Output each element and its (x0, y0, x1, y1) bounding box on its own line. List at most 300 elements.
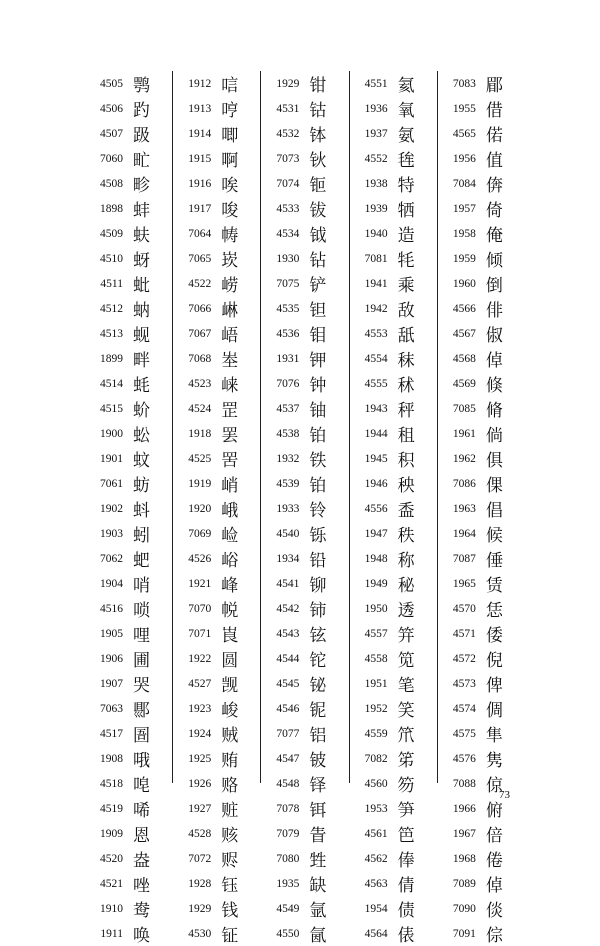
char-code: 4556 (364, 502, 388, 515)
char-code: 7083 (452, 77, 476, 90)
char-code: 4554 (364, 352, 388, 365)
char-glyph: 唣 (133, 776, 150, 796)
char-glyph: 倍 (485, 826, 503, 846)
char-glyph: 蚍 (133, 276, 150, 296)
char-code: 7077 (276, 727, 300, 740)
table-row (85, 846, 172, 871)
char-code: 7066 (188, 302, 212, 315)
table-row (261, 246, 348, 271)
char-glyph: 秘 (397, 576, 415, 596)
table-row (85, 896, 172, 921)
char-glyph: 蚋 (133, 301, 150, 321)
char-code: 1930 (276, 252, 300, 265)
table-row (438, 921, 525, 946)
table-row (350, 771, 437, 796)
char-glyph: 秧 (397, 476, 415, 496)
char-glyph: 倕 (485, 551, 503, 571)
char-code: 7061 (100, 477, 123, 490)
table-row (85, 621, 172, 646)
char-glyph: 畔 (133, 351, 150, 371)
char-code: 1934 (276, 552, 300, 565)
table-row (350, 871, 437, 896)
char-glyph: 倚 (485, 201, 503, 221)
char-glyph: 透 (397, 601, 415, 621)
char-glyph: 俺 (485, 226, 503, 246)
table-row (350, 596, 437, 621)
char-glyph: 蚧 (133, 401, 150, 421)
char-glyph: 笊 (397, 726, 415, 746)
table-row (261, 746, 348, 771)
char-code: 4545 (276, 677, 300, 690)
char-glyph: 借 (485, 101, 503, 121)
char-code: 7081 (364, 252, 388, 265)
table-row (173, 921, 260, 946)
char-code: 4552 (364, 152, 388, 165)
char-code: 4564 (364, 927, 388, 940)
table-row (350, 271, 437, 296)
char-glyph: 圄 (133, 726, 150, 746)
char-code: 7072 (188, 852, 212, 865)
char-glyph: 俶 (485, 326, 503, 346)
table-row (261, 821, 348, 846)
char-code: 1903 (100, 527, 123, 540)
char-code: 1914 (188, 127, 212, 140)
char-code: 1898 (100, 202, 123, 215)
char-code: 1926 (188, 777, 212, 790)
table-row (350, 121, 437, 146)
table-row (350, 571, 437, 596)
table-row (173, 496, 260, 521)
table-row (85, 746, 172, 771)
char-glyph: 钺 (309, 226, 327, 246)
char-code: 1940 (364, 227, 388, 240)
table-row (438, 146, 525, 171)
table-row (261, 221, 348, 246)
char-code: 4507 (100, 127, 123, 140)
table-row (85, 571, 172, 596)
char-glyph: 倩 (397, 876, 415, 896)
char-code: 1905 (100, 627, 123, 640)
table-row (173, 821, 260, 846)
char-code: 1943 (364, 402, 388, 415)
table-column (260, 71, 348, 946)
table-row (173, 371, 260, 396)
table-row (85, 171, 172, 196)
table-row (438, 546, 525, 571)
char-glyph: 牺 (397, 201, 415, 221)
table-row (438, 296, 525, 321)
table-row (173, 171, 260, 196)
char-glyph: 牦 (397, 251, 415, 271)
char-code: 7063 (100, 702, 123, 715)
char-glyph: 钻 (309, 251, 327, 271)
table-row (350, 146, 437, 171)
char-code: 7076 (276, 377, 300, 390)
char-glyph: 笏 (397, 776, 415, 796)
char-code: 7071 (188, 627, 212, 640)
table-row (173, 446, 260, 471)
char-glyph: 倮 (485, 476, 503, 496)
char-glyph: 峿 (221, 326, 239, 346)
table-row (85, 196, 172, 221)
char-code: 1955 (452, 102, 476, 115)
char-glyph: 钽 (309, 301, 327, 321)
char-glyph: 缺 (309, 876, 327, 896)
table-row (261, 471, 348, 496)
char-code: 1907 (100, 677, 123, 690)
char-code: 4511 (100, 277, 123, 290)
table-row (350, 621, 437, 646)
char-code: 1944 (364, 427, 388, 440)
char-glyph: 蚣 (133, 426, 150, 446)
char-code: 4514 (100, 377, 123, 390)
char-code: 1924 (188, 727, 212, 740)
char-code: 7069 (188, 527, 212, 540)
char-glyph: 俾 (485, 676, 503, 696)
table-row (173, 471, 260, 496)
table-row (173, 321, 260, 346)
char-glyph: 唤 (133, 926, 150, 946)
char-code: 4512 (100, 302, 123, 315)
char-code: 1920 (188, 502, 212, 515)
char-glyph: 蚨 (133, 226, 150, 246)
char-code: 4542 (276, 602, 300, 615)
char-code: 1946 (364, 477, 388, 490)
char-glyph: 积 (397, 451, 415, 471)
table-row (173, 746, 260, 771)
char-glyph: 鸯 (133, 901, 150, 921)
table-row (261, 171, 348, 196)
table-row (261, 696, 348, 721)
char-glyph: 郻 (133, 701, 150, 721)
table-row (261, 496, 348, 521)
char-glyph: 氦 (397, 76, 415, 96)
char-code: 4548 (276, 777, 300, 790)
char-glyph: 唑 (133, 876, 150, 896)
table-row (438, 321, 525, 346)
table-column (349, 71, 437, 946)
table-row (350, 246, 437, 271)
char-code: 7078 (276, 802, 300, 815)
table-row (85, 121, 172, 146)
char-glyph: 贼 (221, 726, 239, 746)
char-code: 1962 (452, 452, 476, 465)
char-code: 1910 (100, 902, 123, 915)
char-code: 4559 (364, 727, 388, 740)
table-row (173, 571, 260, 596)
table-row (438, 846, 525, 871)
char-code: 1911 (100, 927, 123, 940)
table-row (85, 71, 172, 96)
char-code: 1929 (188, 902, 212, 915)
char-glyph: 值 (485, 151, 503, 171)
char-glyph: 崀 (221, 626, 239, 646)
char-glyph: 笕 (397, 651, 415, 671)
char-code: 7079 (276, 827, 300, 840)
table-row (85, 96, 172, 121)
char-glyph: 钬 (309, 151, 327, 171)
char-glyph: 峰 (221, 576, 239, 596)
table-row (438, 96, 525, 121)
char-code: 1912 (188, 77, 212, 90)
table-row (173, 696, 260, 721)
table-column (172, 71, 260, 946)
char-glyph: 峭 (221, 476, 239, 496)
char-glyph: 哦 (133, 751, 150, 771)
char-glyph: 氤 (309, 926, 327, 946)
char-glyph: 倓 (485, 901, 503, 921)
table-row (350, 221, 437, 246)
char-code: 1928 (188, 877, 212, 890)
char-glyph: 铊 (309, 651, 327, 671)
char-code: 7080 (276, 852, 300, 865)
table-row (438, 521, 525, 546)
char-glyph: 租 (397, 426, 415, 446)
char-glyph: 称 (397, 551, 415, 571)
char-code: 4550 (276, 927, 300, 940)
char-glyph: 倞 (485, 776, 503, 796)
char-code: 1927 (188, 802, 212, 815)
char-code: 4523 (188, 377, 212, 390)
table-row (261, 546, 348, 571)
table-row (438, 221, 525, 246)
char-glyph: 倬 (485, 876, 503, 896)
char-code: 1958 (452, 227, 476, 240)
char-code: 1901 (100, 452, 123, 465)
char-code: 4561 (364, 827, 388, 840)
char-glyph: 崊 (221, 301, 239, 321)
char-code: 4520 (100, 852, 123, 865)
char-code: 1904 (100, 577, 123, 590)
table-row (261, 96, 348, 121)
char-glyph: 峪 (221, 551, 239, 571)
char-code: 1965 (452, 577, 476, 590)
char-glyph: 钾 (309, 351, 327, 371)
char-code: 1952 (364, 702, 388, 715)
char-glyph: 崁 (221, 251, 239, 271)
table-row (438, 446, 525, 471)
char-code: 1929 (276, 77, 300, 90)
table-row (85, 671, 172, 696)
char-code: 1945 (364, 452, 388, 465)
char-glyph: 铅 (309, 551, 327, 571)
char-code: 7060 (100, 152, 123, 165)
table-row (438, 396, 525, 421)
char-code: 4574 (452, 702, 476, 715)
char-glyph: 趿 (133, 126, 150, 146)
char-code: 7088 (452, 777, 476, 790)
table-row (261, 896, 348, 921)
char-code: 1915 (188, 152, 212, 165)
char-glyph: 铋 (309, 676, 327, 696)
table-row (173, 221, 260, 246)
char-code: 4538 (276, 427, 300, 440)
table-row (173, 796, 260, 821)
table-row (261, 446, 348, 471)
char-code: 4509 (100, 227, 123, 240)
table-row (350, 421, 437, 446)
char-glyph: 倴 (485, 176, 503, 196)
char-code: 1950 (364, 602, 388, 615)
char-glyph: 甡 (309, 851, 327, 871)
char-glyph: 蚓 (133, 526, 150, 546)
table-row (261, 771, 348, 796)
char-code: 1922 (188, 652, 212, 665)
char-glyph: 唧 (221, 126, 239, 146)
table-column (437, 71, 525, 946)
table-row (173, 71, 260, 96)
char-code: 4536 (276, 327, 300, 340)
table-row (438, 871, 525, 896)
char-code: 4540 (276, 527, 300, 540)
table-row (261, 571, 348, 596)
table-row (173, 646, 260, 671)
char-glyph: 债 (397, 901, 415, 921)
char-glyph: 铎 (309, 776, 327, 796)
table-row (85, 421, 172, 446)
char-code: 7064 (188, 227, 212, 240)
table-row (350, 721, 437, 746)
table-row (438, 121, 525, 146)
char-code: 1948 (364, 552, 388, 565)
char-glyph: 秫 (397, 376, 415, 396)
char-glyph: 倬 (485, 351, 503, 371)
char-glyph: 赆 (221, 851, 239, 871)
table-row (350, 696, 437, 721)
char-glyph: 铒 (309, 801, 327, 821)
table-row (350, 446, 437, 471)
char-code: 4546 (276, 702, 300, 715)
char-glyph: 鹗 (133, 76, 150, 96)
char-code: 7065 (188, 252, 212, 265)
char-glyph: 崂 (221, 276, 239, 296)
char-code: 7075 (276, 277, 300, 290)
char-code: 4535 (276, 302, 300, 315)
char-glyph: 钷 (309, 176, 327, 196)
table-row (85, 471, 172, 496)
char-glyph: 唏 (133, 801, 150, 821)
char-glyph: 偌 (485, 126, 503, 146)
char-glyph: 帱 (221, 226, 239, 246)
char-glyph: 铲 (309, 276, 327, 296)
char-glyph: 甿 (133, 151, 150, 171)
table-row (261, 146, 348, 171)
table-row (261, 346, 348, 371)
char-glyph: 俵 (397, 926, 415, 946)
char-code: 4551 (364, 77, 388, 90)
char-code: 4537 (276, 402, 300, 415)
table-row (261, 421, 348, 446)
char-glyph: 倦 (485, 851, 503, 871)
table-row (85, 271, 172, 296)
table-row (350, 96, 437, 121)
table-row (85, 396, 172, 421)
table-row (261, 596, 348, 621)
char-glyph: 倜 (485, 701, 503, 721)
char-glyph: 蚬 (133, 326, 150, 346)
char-code: 1936 (364, 102, 388, 115)
table-row (350, 171, 437, 196)
table-row (85, 221, 172, 246)
table-row (438, 71, 525, 96)
table-row (350, 396, 437, 421)
table-row (350, 746, 437, 771)
char-glyph: 铀 (309, 401, 327, 421)
char-code: 1900 (100, 427, 123, 440)
char-code: 4566 (452, 302, 476, 315)
table-row (261, 371, 348, 396)
char-glyph: 倒 (485, 276, 503, 296)
table-row (350, 846, 437, 871)
char-glyph: 赂 (221, 776, 239, 796)
char-glyph: 畛 (133, 176, 150, 196)
char-code: 4505 (100, 77, 123, 90)
char-code: 1935 (276, 877, 300, 890)
table-row (438, 496, 525, 521)
char-code: 4557 (364, 627, 388, 640)
char-glyph: 哭 (133, 676, 150, 696)
char-code: 7084 (452, 177, 476, 190)
char-code: 1951 (364, 677, 388, 690)
table-row (261, 621, 348, 646)
table-row (85, 371, 172, 396)
char-code: 4558 (364, 652, 388, 665)
table-row (438, 171, 525, 196)
char-glyph: 倪 (485, 651, 503, 671)
char-glyph: 秣 (397, 351, 415, 371)
char-code: 7067 (188, 327, 212, 340)
char-glyph: 钵 (309, 126, 327, 146)
char-glyph: 唆 (221, 201, 239, 221)
char-glyph: 蚆 (133, 551, 150, 571)
char-glyph: 铄 (309, 526, 327, 546)
table-row (173, 546, 260, 571)
table-row (438, 671, 525, 696)
char-code: 4576 (452, 752, 476, 765)
char-code: 7089 (452, 877, 476, 890)
char-glyph: 蚌 (133, 201, 150, 221)
char-code: 1933 (276, 502, 300, 515)
char-code: 4510 (100, 252, 123, 265)
char-code: 4572 (452, 652, 476, 665)
char-glyph: 蚄 (133, 476, 150, 496)
char-glyph: 倏 (485, 376, 503, 396)
table-row (438, 771, 525, 796)
char-code: 1913 (188, 102, 212, 115)
table-row (173, 721, 260, 746)
table-row (438, 721, 525, 746)
char-glyph: 笑 (397, 701, 415, 721)
char-code: 4533 (276, 202, 300, 215)
table-row (438, 821, 525, 846)
char-glyph: 盉 (397, 501, 415, 521)
table-row (350, 821, 437, 846)
table-row (350, 796, 437, 821)
char-code: 4522 (188, 277, 212, 290)
char-code: 1906 (100, 652, 123, 665)
char-glyph: 铈 (309, 601, 327, 621)
char-code: 4549 (276, 902, 300, 915)
char-glyph: 秩 (397, 526, 415, 546)
char-glyph: 氨 (397, 126, 415, 146)
table-row (438, 896, 525, 921)
char-glyph: 铝 (309, 726, 327, 746)
char-glyph: 圆 (221, 651, 239, 671)
table-row (438, 571, 525, 596)
char-code: 1964 (452, 527, 476, 540)
table-row (261, 296, 348, 321)
char-glyph: 钴 (309, 101, 327, 121)
